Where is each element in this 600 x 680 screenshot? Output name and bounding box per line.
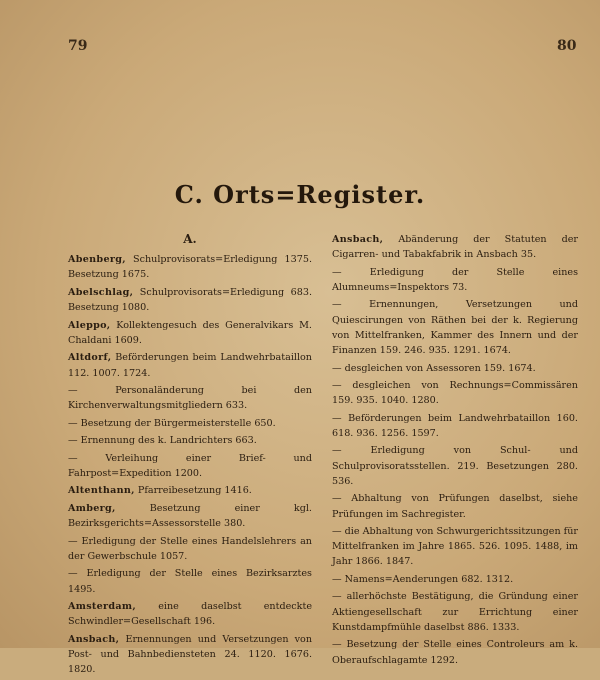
register-title: C. Orts=Register. <box>174 180 426 209</box>
register-entry <box>332 232 578 262</box>
register-entry <box>68 566 312 596</box>
continuation-dash: — <box>332 526 345 538</box>
register-entry <box>68 599 312 629</box>
register-entry <box>68 534 312 564</box>
entry-text: Ernennungen, Versetzungen und Quiescirungen von Räthen bei der k. Regierung von Mittelfranken, Kammer des Innern und der Finanzen 159. 246. 935. 1291. 1674. <box>332 299 578 357</box>
entry-headword: Ansbach, <box>332 234 384 245</box>
entry-text: die Abhaltung von Schwurgerichtssitzungen für Mittelfranken im Jahre 1865. 526. 1095. 1488, im Jahr 1866. 1847. <box>332 526 578 568</box>
entry-text: Erledigung der Stelle eines Alumneums=Inspektors 73. <box>332 266 578 293</box>
entry-text: Ernennung des k. Landrichters 663. <box>80 435 257 447</box>
entry-text: Besetzung der Stelle eines Controleurs am k. Oberaufschlagamte 1292. <box>332 639 578 666</box>
entry-headword: Ansbach, <box>68 633 120 645</box>
entry-text: eine daselbst entdeckte Schwindler=Gesellschaft 196. <box>68 601 312 628</box>
entry-text: Besetzung der Bürgermeisterstelle 650. <box>80 417 276 429</box>
continuation-dash: — <box>68 385 116 397</box>
entry-text: Personaländerung bei den Kirchenverwaltungsmitgliedern 633. <box>68 385 312 412</box>
entry-text: Beförderungen beim Landwehrbataillon 112. 1007. 1724. <box>68 352 312 379</box>
register-entry <box>332 361 578 376</box>
entry-headword: Altdorf, <box>68 352 112 364</box>
entry-text: allerhöchste Bestätigung, die Gründung einer Aktiengesellschaft zur Errichtung einer Kunstdampfmühle daselbst 886. 1333. <box>332 591 578 633</box>
entry-headword: Abelschlag, <box>68 286 134 298</box>
register-entry <box>68 318 312 348</box>
entry-text: Erledigung der Stelle eines Handelslehrers an der Gewerbschule 1057. <box>68 535 312 562</box>
register-entry <box>68 285 312 315</box>
register-entry <box>68 383 312 413</box>
continuation-dash: — <box>332 493 352 505</box>
register-entry <box>68 350 312 380</box>
continuation-dash: — <box>332 266 370 278</box>
entry-text: Abhaltung von Prüfungen daselbst, siehe Prüfungen im Sachregister. <box>332 493 578 520</box>
entry-text: Ernennungen und Versetzungen von Post- und Bahnbediensteten 24. 1120. 1676. 1820. <box>68 633 312 676</box>
entry-text: Pfarreibesetzung 1416. <box>137 485 252 497</box>
continuation-dash: — <box>68 568 87 580</box>
register-entry <box>332 297 578 358</box>
entry-text: Abänderung der Statuten der Cigarren- und Tabakfabrik in Ansbach 35. <box>332 234 578 261</box>
continuation-dash: — <box>68 535 82 547</box>
continuation-dash: — <box>68 452 106 464</box>
continuation-dash: — <box>332 591 347 603</box>
left-column <box>68 232 312 680</box>
page-number-left: 79 <box>68 38 88 54</box>
register-entry <box>332 491 578 521</box>
continuation-dash: — <box>332 573 345 585</box>
right-column <box>332 232 578 670</box>
register-entry <box>68 433 312 448</box>
entry-text: Kollektengesuch des Generalvikars M. Chaldani 1609. <box>68 319 312 346</box>
continuation-dash: — <box>332 362 345 374</box>
register-entry <box>68 451 312 481</box>
entry-headword: Aleppo, <box>68 319 111 331</box>
entry-text: Erledigung von Schul- und Schulprovisoratsstellen. 219. Besetzungen 280. 536. <box>332 445 578 487</box>
continuation-dash: — <box>68 417 81 429</box>
register-entry <box>332 265 578 295</box>
continuation-dash: — <box>332 380 353 392</box>
entry-text: Namens=Aenderungen 682. 1312. <box>344 573 514 585</box>
register-entry <box>68 501 312 531</box>
entry-text: desgleichen von Rechnungs=Commissären 159. 935. 1040. 1280. <box>332 380 578 407</box>
register-entry <box>332 411 578 441</box>
entry-text: Besetzung einer kgl. Bezirksgerichts=Assessorstelle 380. <box>68 502 312 530</box>
register-entry <box>332 572 578 587</box>
register-entry <box>332 378 578 408</box>
entry-text: Verleihung einer Brief- und Fahrpost=Expedition 1200. <box>68 452 312 479</box>
entry-text: Beförderungen beim Landwehrbataillon 160. 618. 936. 1256. 1597. <box>332 412 578 439</box>
entry-headword: Abenberg, <box>68 254 126 266</box>
register-entry <box>332 637 578 667</box>
entry-headword: Amberg, <box>68 502 116 514</box>
entry-text: Erledigung der Stelle eines Bezirksarztes 1495. <box>68 568 312 595</box>
entry-headword: Altenthann, <box>68 485 135 497</box>
entry-text: Schulprovisorats=Erledigung 1375. Besetzung 1675. <box>68 254 312 281</box>
register-entry <box>68 252 312 282</box>
continuation-dash: — <box>68 435 81 447</box>
continuation-dash: — <box>332 639 347 651</box>
continuation-dash: — <box>332 299 370 311</box>
section-letter: A. <box>183 232 197 246</box>
register-entry <box>332 443 578 489</box>
register-entry <box>332 589 578 635</box>
register-entry <box>68 483 312 498</box>
continuation-dash: — <box>332 412 349 424</box>
register-entry <box>68 632 312 678</box>
register-entry <box>68 416 312 431</box>
right-entry-list <box>332 232 578 668</box>
register-entry <box>332 524 578 570</box>
page-number-right: 80 <box>557 38 577 54</box>
continuation-dash: — <box>332 445 371 457</box>
entry-text: Schulprovisorats=Erledigung 683. Besetzung 1080. <box>68 286 312 314</box>
entry-text: desgleichen von Assessoren 159. 1674. <box>344 362 536 374</box>
entry-headword: Amsterdam, <box>68 601 137 613</box>
left-entry-list <box>68 252 312 677</box>
